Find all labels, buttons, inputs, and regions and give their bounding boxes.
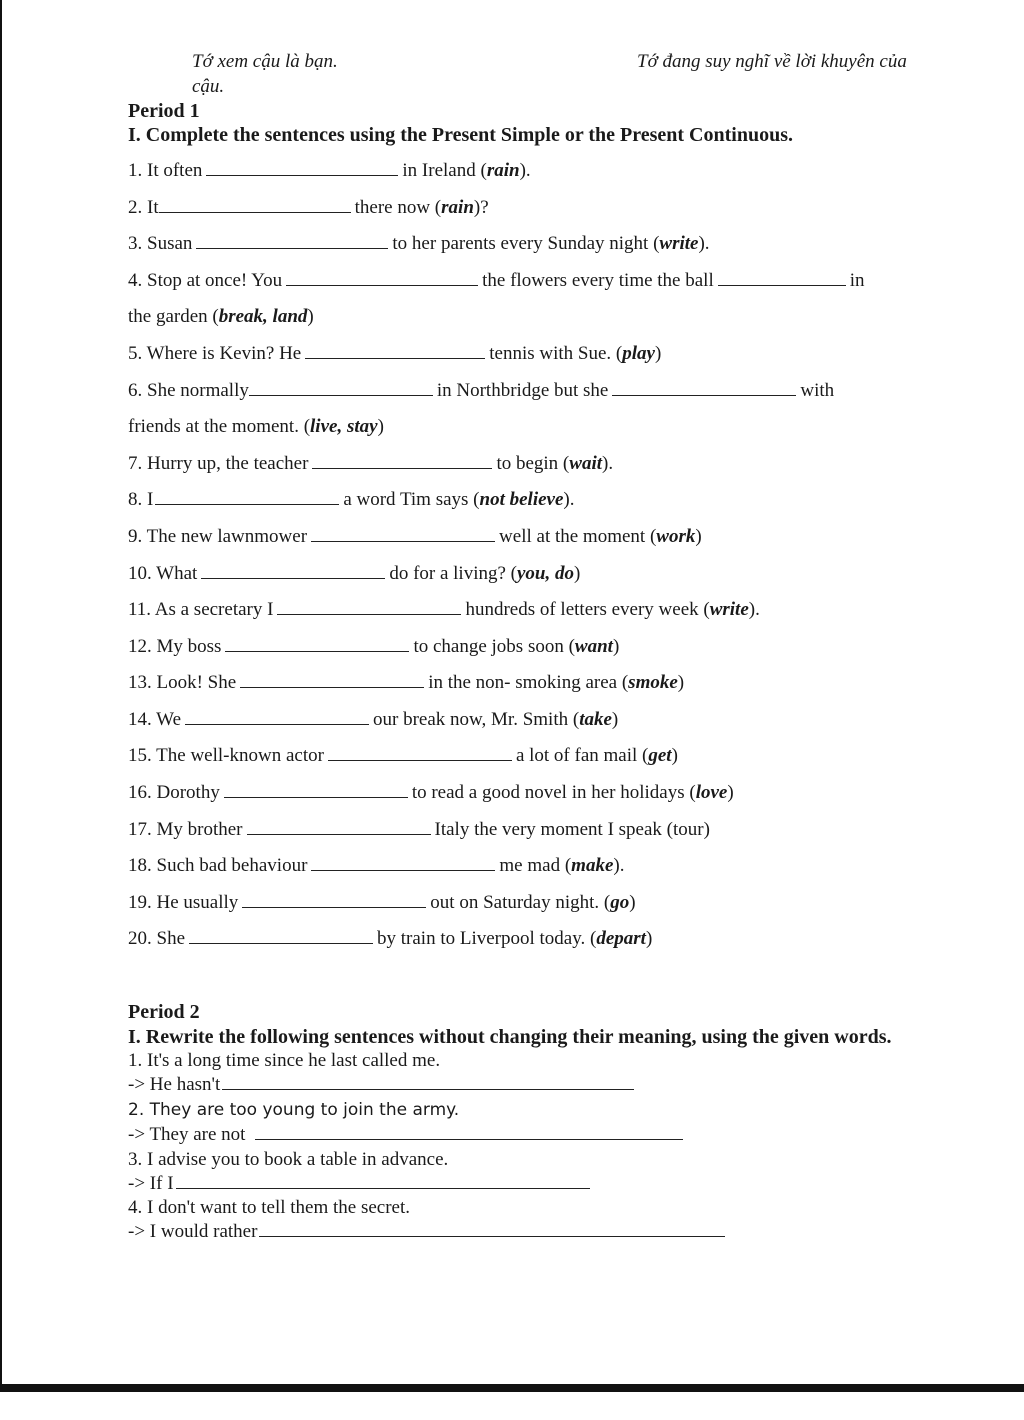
exercise-line-6-cont: friends at the moment. (live, stay)	[128, 416, 384, 437]
answer-blank[interactable]	[312, 452, 492, 469]
answer-blank[interactable]	[155, 488, 339, 505]
period1-instruction: I. Complete the sentences using the Present Simple or the Present Continuous.	[128, 124, 793, 146]
answer-blank[interactable]	[286, 269, 478, 286]
answer-blank[interactable]	[305, 342, 485, 359]
answer-blank[interactable]	[224, 781, 408, 798]
header-left-line1: Tớ xem cậu là bạn.	[192, 51, 338, 72]
period2-instruction: I. Rewrite the following sentences without changing their meaning, using the given words.	[128, 1026, 892, 1048]
exercise-line-4: 4. Stop at once! You the flowers every time the ball in	[128, 270, 865, 291]
exercise-line-5: 5. Where is Kevin? He tennis with Sue. (play)	[128, 343, 662, 364]
answer-blank[interactable]	[242, 891, 426, 908]
rewrite-answer-3: -> If I	[128, 1172, 594, 1196]
answer-blank[interactable]	[249, 379, 433, 396]
exercise-line-7: 7. Hurry up, the teacher to begin (wait).	[128, 453, 614, 474]
answer-blank[interactable]	[328, 744, 512, 761]
rewrite-question-3: 3. I advise you to book a table in advance.	[128, 1149, 449, 1170]
rewrite-question-2: 2. They are too young to join the army.	[128, 1100, 460, 1120]
exercise-line-15: 15. The well-known actor a lot of fan mail (get)	[128, 745, 678, 766]
answer-blank[interactable]	[311, 525, 495, 542]
answer-blank[interactable]	[612, 379, 796, 396]
exercise-line-20: 20. She by train to Liverpool today. (depart)	[128, 928, 653, 949]
exercise-line-9: 9. The new lawnmower well at the moment (work)	[128, 526, 702, 547]
rewrite-answer-2: -> They are not	[128, 1123, 687, 1147]
exercise-line-12: 12. My boss to change jobs soon (want)	[128, 636, 620, 657]
answer-blank[interactable]	[240, 671, 424, 688]
exercise-line-14: 14. We our break now, Mr. Smith (take)	[128, 709, 619, 730]
bottom-border	[0, 1384, 1024, 1392]
rewrite-answer-4: -> I would rather	[128, 1220, 729, 1244]
answer-blank[interactable]	[201, 562, 385, 579]
exercise-line-17: 17. My brother Italy the very moment I speak (tour)	[128, 819, 710, 840]
period1-title: Period 1	[128, 100, 200, 122]
answer-blank[interactable]	[185, 708, 369, 725]
exercise-line-6: 6. She normally in Northbridge but she with	[128, 380, 835, 401]
answer-blank[interactable]	[189, 927, 373, 944]
answer-blank[interactable]	[311, 854, 495, 871]
exercise-line-19: 19. He usually out on Saturday night. (go)	[128, 892, 636, 913]
exercise-line-11: 11. As a secretary I hundreds of letters every week (write).	[128, 599, 760, 620]
exercise-line-10: 10. What do for a living? (you, do)	[128, 563, 581, 584]
answer-blank[interactable]	[159, 196, 351, 213]
answer-blank[interactable]	[176, 1172, 590, 1189]
answer-blank[interactable]	[225, 635, 409, 652]
answer-blank[interactable]	[206, 159, 398, 176]
answer-blank[interactable]	[259, 1220, 725, 1237]
page-edge	[0, 0, 2, 1384]
rewrite-question-4: 4. I don't want to tell them the secret.	[128, 1197, 411, 1218]
exercise-line-16: 16. Dorothy to read a good novel in her holidays (love)	[128, 782, 734, 803]
exercise-line-18: 18. Such bad behaviour me mad (make).	[128, 855, 625, 876]
header-right-line: Tớ đang suy nghĩ về lời khuyên của	[637, 51, 907, 72]
rewrite-answer-1: -> He hasn't	[128, 1073, 638, 1097]
answer-blank[interactable]	[277, 598, 461, 615]
rewrite-question-1: 1. It's a long time since he last called me.	[128, 1050, 441, 1071]
answer-blank[interactable]	[196, 232, 388, 249]
exercise-line-13: 13. Look! She in the non- smoking area (smoke)	[128, 672, 685, 693]
exercise-line-8: 8. I a word Tim says (not believe).	[128, 489, 575, 510]
exercise-line-3: 3. Susan to her parents every Sunday night (write).	[128, 233, 710, 254]
header-left-line2: cậu.	[192, 76, 225, 97]
exercise-line-1: 1. It often in Ireland (rain).	[128, 160, 531, 181]
answer-blank[interactable]	[255, 1123, 683, 1140]
answer-blank[interactable]	[247, 818, 431, 835]
answer-blank[interactable]	[718, 269, 846, 286]
period2-title: Period 2	[128, 1001, 200, 1023]
exercise-line-2: 2. It there now (rain)?	[128, 197, 489, 218]
exercise-line-4-cont: the garden (break, land)	[128, 306, 314, 327]
answer-blank[interactable]	[222, 1073, 634, 1090]
